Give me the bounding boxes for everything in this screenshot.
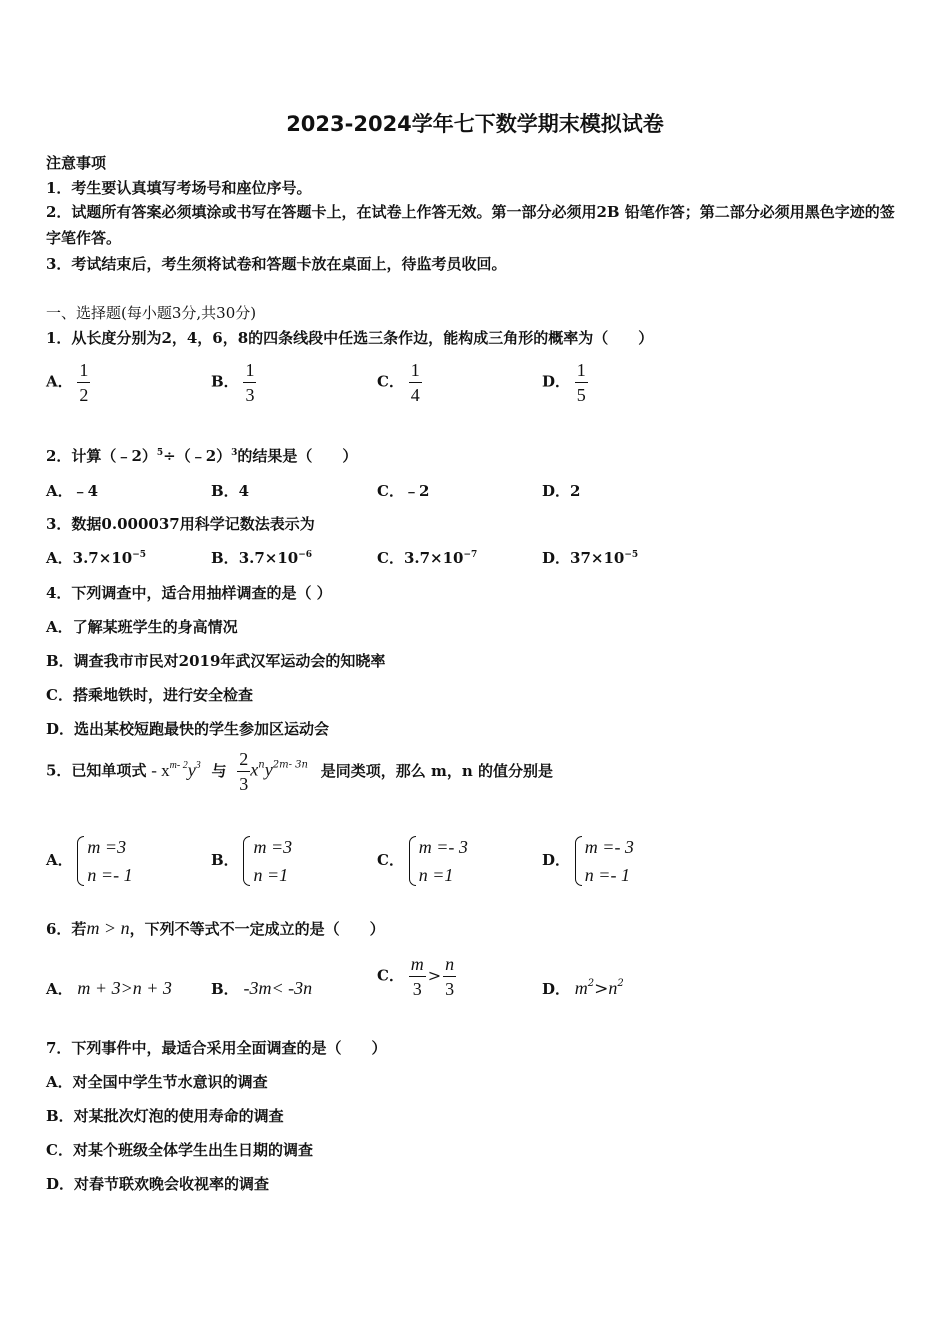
- notice-item-2: 2．试题所有答案必须填涂或书写在答题卡上，在试卷上作答无效。第一部分必须用2B 铅笔作答；第二部分必须用黑色字迹的签字笔作答。: [46, 203, 895, 247]
- q7-option-b[interactable]: B．对某批次灯泡的使用寿命的调查: [46, 1107, 284, 1125]
- q6-option-d[interactable]: D． $m^2>n^2$: [542, 978, 624, 999]
- q3-option-a[interactable]: A．$3.7\times 10^{-5}$: [46, 549, 146, 567]
- q5-stem: 5．已知单项式 - $x^{m- 2}y^3$ 与 $\frac{2}{3}$ $x^ny^{2m- 3n}$ 是同类项，那么 m，n 的值分别是: [46, 749, 553, 794]
- q5-option-a-system: m =3 n =- 1: [77, 833, 132, 889]
- notice-item-3: 3．考试结束后，考生须将试卷和答题卡放在桌面上，待监考员收回。: [46, 255, 507, 273]
- q1-option-a-label: A．: [46, 372, 73, 391]
- q7-option-c[interactable]: C．对某个班级全体学生出生日期的调查: [46, 1141, 313, 1159]
- q4-stem: 4．下列调查中，适合用抽样调查的是（ ）: [46, 584, 332, 602]
- q6-option-a[interactable]: A． m + 3>n + 3: [46, 978, 172, 998]
- q2-option-d[interactable]: D．2: [542, 482, 581, 500]
- q1-option-c-fraction: $\frac{1}{4}$: [410, 360, 420, 405]
- q1-option-a[interactable]: [46, 361, 90, 404]
- q1-option-d-fraction: $\frac{1}{5}$: [576, 360, 586, 405]
- q6-option-c[interactable]: C． $\frac{m}{3}$ > $\frac{n}{3}$: [377, 954, 455, 999]
- q7-option-d[interactable]: D．对春节联欢晚会收视率的调查: [46, 1175, 270, 1193]
- q4-option-d[interactable]: D．选出某校短跑最快的学生参加区运动会: [46, 720, 330, 738]
- q4-option-b[interactable]: B．调查我市市民对2019年武汉军运动会的知晓率: [46, 652, 386, 670]
- q7-stem: 7．下列事件中，最适合采用全面调查的是（ ）: [46, 1039, 387, 1057]
- q3-stem: 3．数据0.000037用科学记数法表示为: [46, 515, 315, 533]
- notice-item-1: 1．考生要认真填写考场号和座位序号。: [46, 179, 312, 197]
- notice-heading: 注意事项: [46, 154, 107, 172]
- q1-option-a-fraction: $\frac{1}{2}$: [79, 360, 89, 405]
- q5-option-c[interactable]: C． m =- 3 n =1: [377, 833, 468, 889]
- q2-stem: 2．计算（﹣2）$^5$÷（﹣2）$^3$的结果是（ ）: [46, 447, 358, 465]
- q4-option-a[interactable]: A．了解某班学生的身高情况: [46, 618, 238, 636]
- q2-option-c[interactable]: C．﹣2: [377, 482, 430, 500]
- q5-option-b-system: m =3 n =1: [243, 833, 292, 889]
- q6-option-b[interactable]: B． -3m< -3n: [211, 978, 313, 998]
- q5-coefficient: $\frac{2}{3}$: [239, 749, 249, 794]
- q6-stem: 6．若m > n，下列不等式不一定成立的是（ ）: [46, 918, 385, 938]
- q3-option-d[interactable]: D．$37\times 10^{-5}$: [542, 549, 639, 567]
- section-heading: 一、选择题(每小题3分,共30分): [46, 304, 257, 322]
- q4-option-c[interactable]: C．搭乘地铁时，进行安全检查: [46, 686, 253, 704]
- q2-option-a[interactable]: A．﹣4: [46, 482, 99, 500]
- q1-option-b[interactable]: [211, 361, 256, 404]
- q1-option-d[interactable]: [542, 361, 588, 404]
- q5-option-c-system: m =- 3 n =1: [409, 833, 468, 889]
- q5-option-d-system: m =- 3 n =- 1: [575, 833, 634, 889]
- q2-option-b[interactable]: B．4: [211, 482, 250, 500]
- q5-option-d[interactable]: D． m =- 3 n =- 1: [542, 833, 634, 889]
- q1-stem: 1．从长度分别为2，4，6，8的四条线段中任选三条作边，能构成三角形的概率为（ ）: [46, 329, 654, 347]
- q1-option-b-label: B．: [211, 372, 239, 391]
- q3-option-c[interactable]: C．$3.7\times 10^{-7}$: [377, 549, 478, 567]
- q1-option-c[interactable]: [377, 361, 422, 404]
- q1-option-b-fraction: $\frac{1}{3}$: [245, 360, 255, 405]
- exam-title: 2023-2024学年七下数学期末模拟试卷: [286, 112, 664, 136]
- q5-option-b[interactable]: B． m =3 n =1: [211, 833, 292, 889]
- q1-option-c-label: C．: [377, 372, 404, 391]
- q3-option-b[interactable]: B．$3.7\times 10^{-6}$: [211, 549, 313, 567]
- q7-option-a[interactable]: A．对全国中学生节水意识的调查: [46, 1073, 268, 1091]
- q5-option-a[interactable]: A． m =3 n =- 1: [46, 833, 133, 889]
- q1-option-d-label: D．: [542, 372, 571, 391]
